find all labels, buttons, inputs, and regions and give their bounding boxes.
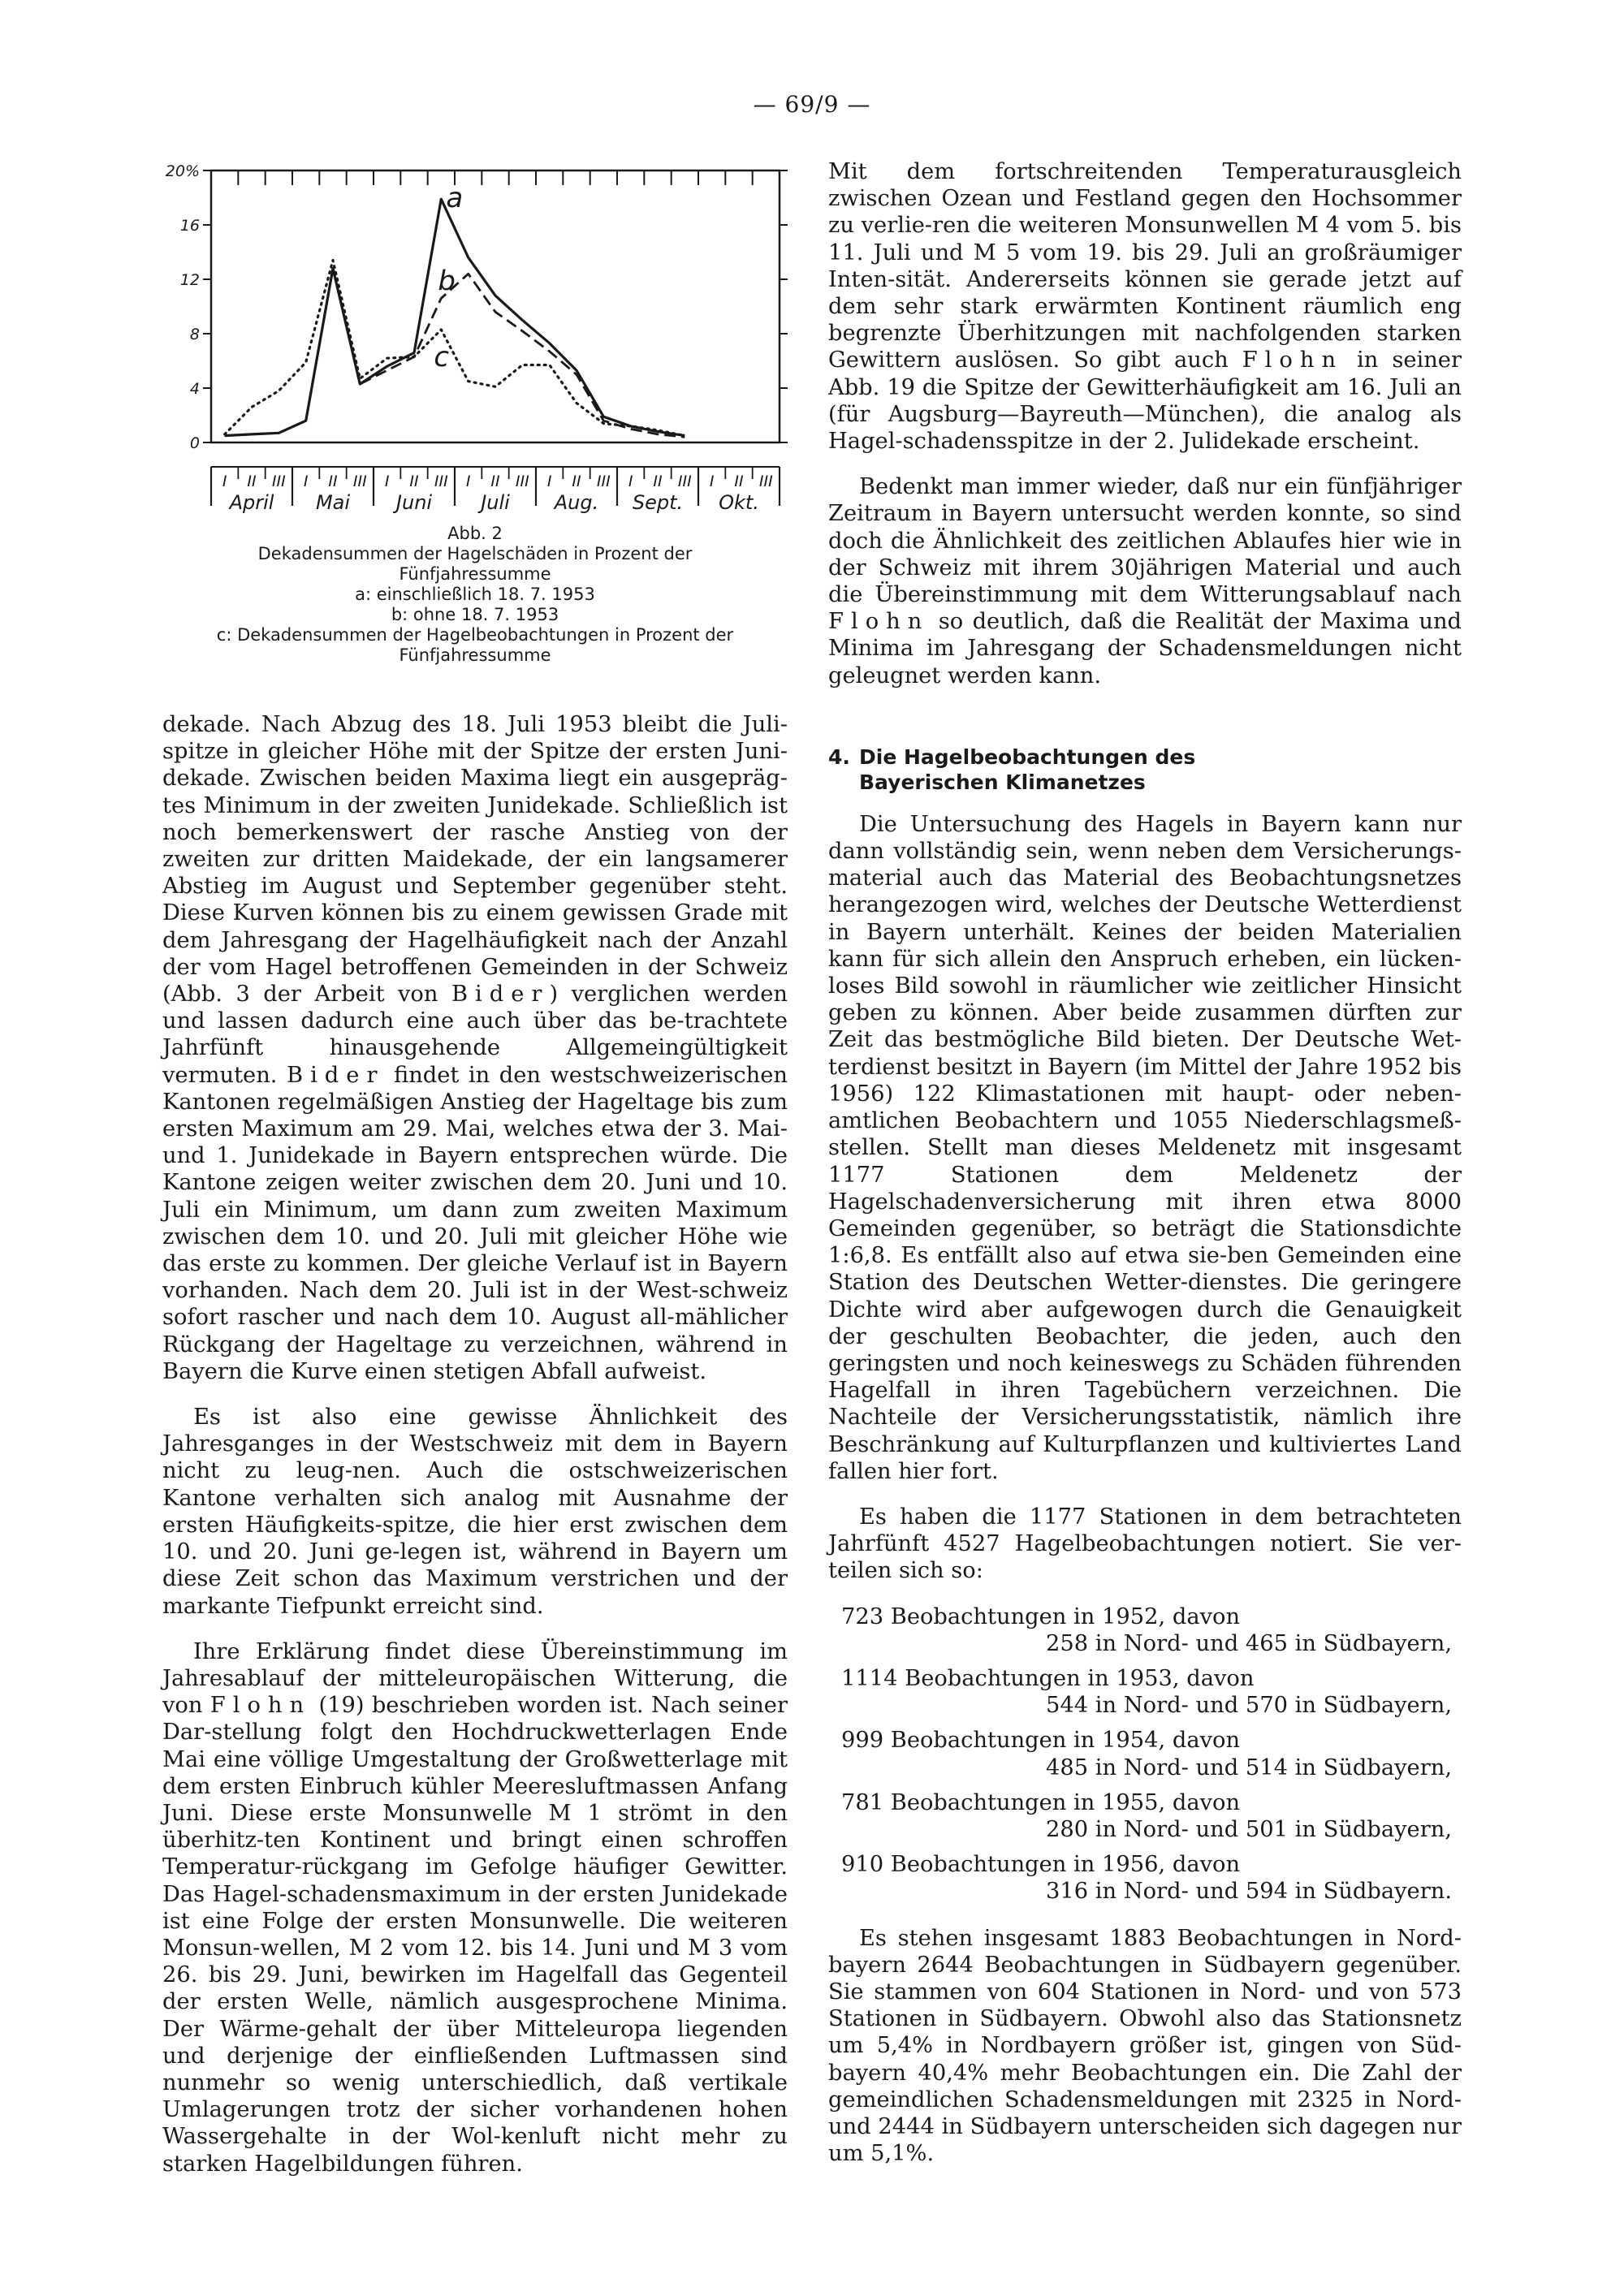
- series-label-b: b: [438, 265, 456, 298]
- author-name: Flohn: [828, 609, 930, 635]
- caption-line: Dekadensummen der Hagelschäden in Prozent der: [257, 544, 693, 563]
- author-name: Flohn: [209, 1693, 312, 1719]
- chart-ticks: [166, 162, 788, 506]
- decade-label: III: [758, 473, 773, 490]
- paragraph: Die Untersuchung des Hagels in Bayern kann nur dann vollständig sein, wenn neben dem Versicherungs-material auch das Material des Beobachtungsnetzes herangezogen wird, welches der Deutsche Wetterdienst in Bayern unterhält. Keines der beiden Materialien kann für sich allein den Anspruch erheben, ein lücken-loses Bild sowohl in räumlicher wie zeitlicher Hinsicht geben zu können. Aber beide zusammen dürften zur Zeit das bestmögliche Bild bieten. Der Deutsche Wet-terdienst besitzt in Bayern (im Mittel der Jahre 1952 bis 1956) 122 Klimastationen mit haupt- oder neben-amtlichen Beobachtern und 1055 Niederschlagsmeß-stellen. Stellt man dieses Meldenetz mit insgesamt 1177 Stationen dem Meldenetz der Hagelschadenversicherung mit ihren etwa 8000 Gemeinden gegenüber, so beträgt die Stationsdichte 1:6,8. Es entfällt also auf etwa sie-ben Gemeinden eine Station des Deutschen Wetter-dienstes. Die geringere Dichte wird aber aufgewogen durch die Genauigkeit der geschulten Beobachter, die jeden, auch den geringsten und noch keineswegs zu Schäden führenden Hagelfall in ihren Tagebüchern verzeichnen. Die Nachteile der Versicherungsstatistik, nämlich ihre Beschränkung auf Kulturpflanzen und kultiviertes Land fallen hier fort.: [828, 811, 1462, 1484]
- caption-line: Fünfjahressumme: [399, 645, 551, 665]
- decade-label: II: [572, 473, 581, 490]
- y-tick-label: 0: [189, 434, 200, 452]
- decade-label: I: [222, 473, 227, 490]
- series-line-a: [225, 199, 685, 435]
- month-label: Juli: [481, 491, 510, 514]
- month-label: Mai: [315, 491, 351, 514]
- hail-chart: [162, 158, 788, 520]
- y-tick-label: 16: [179, 217, 200, 235]
- author-name: Bider: [451, 982, 550, 1008]
- month-label: Okt.: [719, 491, 759, 514]
- decade-label: III: [677, 473, 692, 490]
- section-heading: [828, 744, 1462, 795]
- list-item: 999 Beobachtungen in 1954, davon 485 in Nord- und 514 in Südbayern,: [841, 1728, 1452, 1780]
- paragraph: dekade. Nach Abzug des 18. Juli 1953 bleibt die Juli-spitze in gleicher Höhe mit der Spitze der ersten Juni-dekade. Zwischen beiden Maxima liegt ein ausgepräg-tes Minimum in der zweiten Junidekade. Schließlich ist noch bemerkenswert der rasche Anstieg von der zweiten zur dritten Maidekade, der ein langsamerer Abstieg im August und September gegenüber steht. Diese Kurven können bis zu einem gewissen Grade mit dem Jahresgang der Hagelhäufigkeit nach der Anzahl der vom Hagel betroffenen Gemeinden in der Schweiz (Abb. 3 der Arbeit von Bider) verglichen werden und lassen dadurch eine auch über das be-trachtete Jahrfünft hinausgehende Allgemeingültigkeit vermuten. Bider findet in den westschweizerischen Kantonen regelmäßigen Anstieg der Hageltage bis zum ersten Maximum am 29. Mai, welches etwa der 3. Mai- und 1. Junidekade in Bayern entsprechen würde. Die Kantone zeigen weiter zwischen dem 20. Juni und 10. Juli ein Minimum, um dann zum zweiten Maximum zwischen dem 10. und 20. Juli mit gleicher Höhe wie das erste zu kommen. Der gleiche Verlauf ist in Bayern vorhanden. Nach dem 20. Juli ist in der West-schweiz sofort rascher und nach dem 10. August all-mählicher Rückgang der Hageltage zu verzeichnen, während in Bayern die Kurve einen stetigen Abfall aufweist.: [162, 712, 788, 1384]
- figure-abb-2: [162, 158, 788, 698]
- decade-label: II: [734, 473, 744, 490]
- chart-series: [225, 199, 685, 437]
- month-label: Sept.: [632, 491, 684, 514]
- paragraph: Ihre Erklärung findet diese Übereinstimmung im Jahresablauf der mitteleuropäischen Witterung, die von Flohn (19) beschrieben worden ist. Nach seiner Dar-stellung folgt den Hochdruckwetterlagen Ende Mai eine völlige Umgestaltung der Großwetterlage mit dem ersten Einbruch kühler Meeresluftmassen Anfang Juni. Diese erste Monsunwelle M 1 strömt in den überhitz-ten Kontinent und bringt einen schroffen Temperatur-rückgang im Gefolge häufiger Gewitter. Das Hagel-schadensmaximum in der ersten Junidekade ist eine Folge der ersten Monsunwelle. Die weiteren Monsun-wellen, M 2 vom 12. bis 14. Juni und M 3 vom 26. bis 29. Juni, bewirken im Hagelfall das Gegenteil der ersten Welle, nämlich ausgesprochene Minima. Der Wärme-gehalt der über Mitteleuropa liegenden und derjenige der einfließenden Luftmassen sind nunmehr so wenig unterschiedlich, daß vertikale Umlagerungen trotz der sicher vorhandenen hohen Wassergehalte in der Wol-kenluft nicht mehr zu starken Hagelbildungen führen.: [162, 1638, 788, 2177]
- decade-label: III: [596, 473, 611, 490]
- caption-title: Abb. 2: [447, 524, 503, 543]
- decade-label: II: [490, 473, 500, 490]
- month-label: April: [229, 491, 274, 514]
- caption-line: c: Dekadensummen der Hagelbeobachtungen in Prozent der: [216, 625, 734, 645]
- chart-axes: [211, 170, 780, 467]
- right-column: [828, 158, 1462, 2186]
- decade-label: III: [434, 473, 448, 490]
- y-tick-label: 20%: [165, 162, 200, 180]
- decade-label: III: [271, 473, 286, 490]
- decade-label: III: [515, 473, 529, 490]
- page-number: — 69/9 —: [753, 91, 871, 118]
- y-tick-label: 8: [189, 326, 200, 343]
- list-item: 781 Beobachtungen in 1955, davon 280 in Nord- und 501 in Südbayern,: [841, 1789, 1452, 1842]
- decade-label: II: [328, 473, 338, 490]
- month-label: Juni: [395, 491, 433, 514]
- decade-label: II: [409, 473, 419, 490]
- paragraph: Bedenkt man immer wieder, daß nur ein fünfjähriger Zeitraum in Bayern untersucht werden konnte, so sind doch die Ähnlichkeit des zeitlichen Ablaufes hier wie in der Schweiz mit ihrem 30jährigen Material und auch die Übereinstimmung mit dem Witterungsablauf nach Flohn so deutlich, daß die Realität der Maxima und Minima im Jahresgang der Schadensmeldungen nicht geleugnet werden kann.: [828, 474, 1462, 688]
- section-title-line: Bayerischen Klimanetzes: [859, 770, 1146, 794]
- author-name: Flohn: [1242, 347, 1344, 373]
- section-number: 4.: [828, 744, 850, 769]
- paragraph: Es haben die 1177 Stationen in dem betrachteten Jahrfünft 4527 Hagelbeobachtungen notiert. Sie ver-teilen sich so:: [828, 1504, 1462, 1584]
- decade-label: I: [303, 473, 309, 490]
- paragraph: Mit dem fortschreitenden Temperaturausgleich zwischen Ozean und Festland gegen den Hochsommer zu verlie-ren die weiteren Monsunwellen M 4 vom 5. bis 11. Juli und M 5 vom 19. bis 29. Juli an großräumiger Inten-sität. Andererseits können sie gerade jetzt auf dem sehr stark erwärmten Kontinent räumlich eng begrenzte Überhitzungen mit nachfolgenden starken Gewittern auslösen. So gibt auch Flohn in seiner Abb. 19 die Spitze der Gewitterhäufigkeit am 16. Juli an (für Augsburg—Bayreuth—München), die analog als Hagel-schadensspitze in der 2. Julidekade erscheint.: [828, 159, 1462, 455]
- y-tick-label: 12: [179, 271, 200, 289]
- decade-label: I: [465, 473, 471, 490]
- month-label: Aug.: [554, 491, 599, 514]
- list-item: 723 Beobachtungen in 1952, davon 258 in Nord- und 465 in Südbayern,: [841, 1603, 1452, 1656]
- decade-label: III: [352, 473, 367, 490]
- decade-label: I: [709, 473, 715, 490]
- decade-label: II: [247, 473, 257, 490]
- author-name: Bider: [287, 1062, 385, 1088]
- list-item: 910 Beobachtungen in 1956, davon 316 in Nord- und 594 in Südbayern.: [841, 1852, 1452, 1905]
- figure-caption: [162, 524, 788, 666]
- observation-list: [828, 1603, 1462, 1905]
- section-title-line: Die Hagelbeobachtungen des: [859, 744, 1196, 769]
- list-item: 1114 Beobachtungen in 1953, davon 544 in Nord- und 570 in Südbayern,: [841, 1665, 1452, 1719]
- decade-label: II: [653, 473, 663, 490]
- decade-label: I: [546, 473, 552, 490]
- decade-label: I: [628, 473, 633, 490]
- y-tick-label: 4: [189, 380, 200, 398]
- caption-line: Fünfjahressumme: [399, 564, 551, 584]
- chart-labels: [222, 182, 773, 514]
- caption-line: b: ohne 18. 7. 1953: [391, 605, 559, 624]
- decade-label: I: [384, 473, 390, 490]
- caption-line: a: einschließlich 18. 7. 1953: [355, 585, 595, 604]
- paragraph: Es stehen insgesamt 1883 Beobachtungen in Nord-bayern 2644 Beobachtungen in Südbayern gegenüber. Sie stammen von 604 Stationen in Nord- und von 573 Stationen in Südbayern. Obwohl also das Stationsnetz um 5,4% in Nordbayern größer ist, gingen von Süd-bayern 40,4% mehr Beobachtungen ein. Die Zahl der gemeindlichen Schadensmeldungen mit 2325 in Nord-und 2444 in Südbayern unterscheiden sich dagegen nur um 5,1%.: [828, 1925, 1462, 2167]
- paragraph: Es ist also eine gewisse Ähnlichkeit des Jahresganges in der Westschweiz mit dem in Bayern nicht zu leug-nen. Auch die ostschweizerischen Kantone verhalten sich analog mit Ausnahme der ersten Häufigkeits-spitze, die hier erst zwischen dem 10. und 20. Juni ge-legen ist, während in Bayern um diese Zeit schon das Maximum verstrichen und der markante Tiefpunkt erreicht sind.: [162, 1405, 788, 1619]
- series-label-a: a: [446, 182, 464, 215]
- series-label-c: c: [434, 341, 450, 374]
- plot-frame: [211, 170, 780, 442]
- left-column: [162, 158, 788, 2196]
